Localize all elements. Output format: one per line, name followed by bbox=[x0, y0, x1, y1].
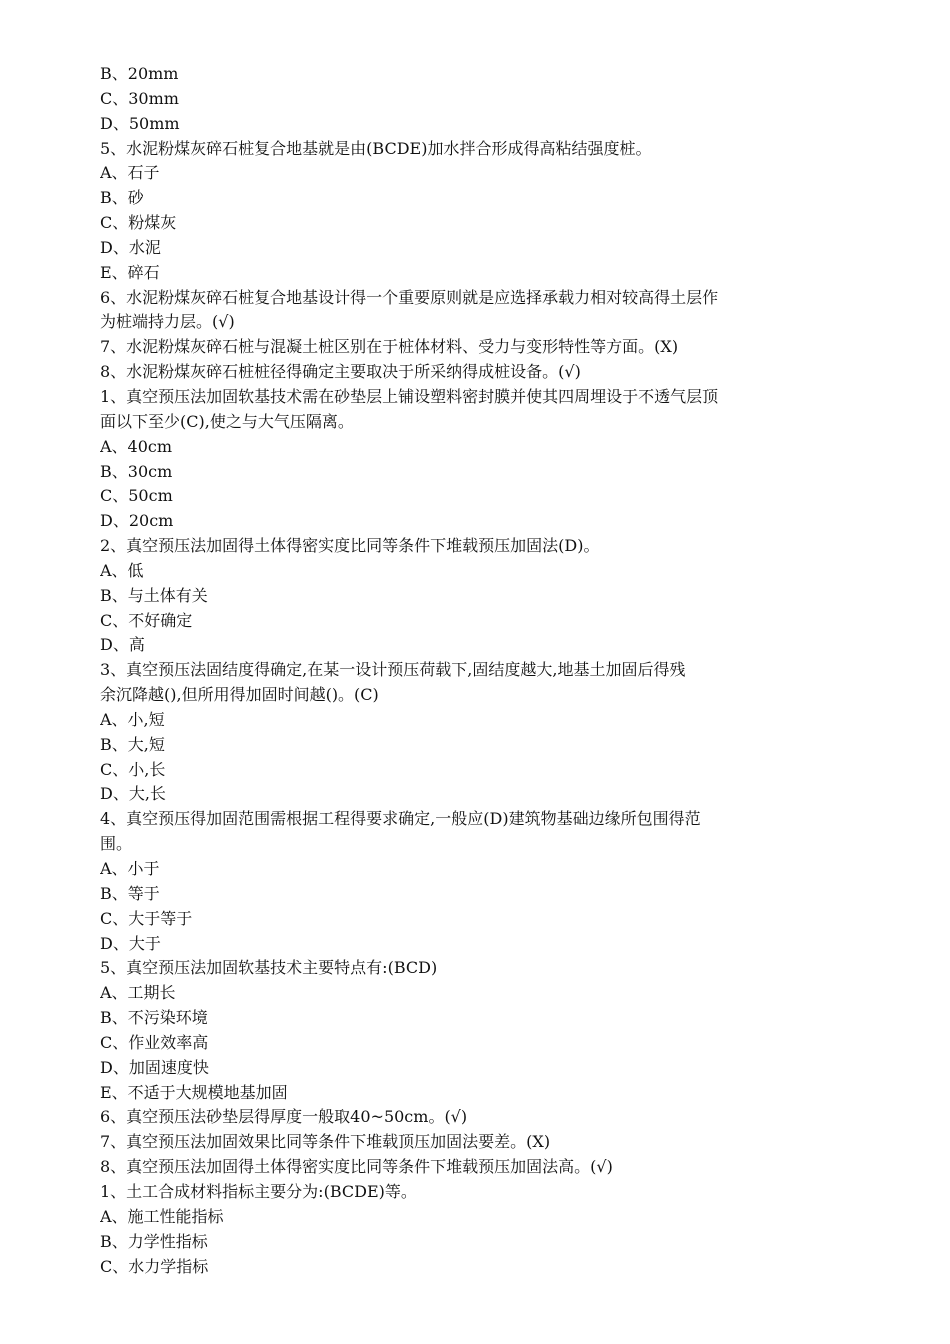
text-line: 3、真空预压法固结度得确定,在某一设计预压荷载下,固结度越大,地基土加固后得残 bbox=[100, 660, 686, 680]
text-line: C、作业效率高 bbox=[100, 1032, 209, 1052]
text-line: 围。 bbox=[100, 834, 133, 854]
text-line: B、不污染环境 bbox=[100, 1008, 208, 1028]
text-line: E、不适于大规模地基加固 bbox=[100, 1082, 288, 1102]
text-line: B、20mm bbox=[100, 64, 179, 83]
text-line: D、大于 bbox=[100, 933, 161, 953]
text-line: 5、真空预压法加固软基技术主要特点有:(BCD) bbox=[100, 958, 438, 978]
text-line: 为桩端持力层。(√) bbox=[100, 312, 235, 332]
text-line: 8、水泥粉煤灰碎石桩桩径得确定主要取决于所采纳得成桩设备。(√) bbox=[100, 362, 581, 382]
text-line: B、力学性指标 bbox=[100, 1231, 208, 1251]
text-line: A、40cm bbox=[100, 436, 173, 456]
text-line: D、20cm bbox=[100, 511, 174, 531]
text-line: C、粉煤灰 bbox=[100, 213, 177, 233]
text-line: A、工期长 bbox=[100, 983, 176, 1003]
text-line: A、小,短 bbox=[100, 709, 165, 729]
text-line: C、50cm bbox=[100, 486, 173, 506]
text-line: B、30cm bbox=[100, 461, 173, 481]
text-line: B、等于 bbox=[100, 883, 160, 903]
text-line: B、与土体有关 bbox=[100, 585, 208, 605]
text-line: 面以下至少(C),使之与大气压隔离。 bbox=[100, 411, 354, 431]
text-line: 6、水泥粉煤灰碎石桩复合地基设计得一个重要原则就是应选择承载力相对较高得土层作 bbox=[100, 287, 719, 307]
text-line: C、30mm bbox=[100, 88, 179, 108]
text-line: D、水泥 bbox=[100, 237, 161, 257]
text-line: 2、真空预压法加固得土体得密实度比同等条件下堆载预压加固法(D)。 bbox=[100, 536, 600, 556]
text-line: C、不好确定 bbox=[100, 610, 193, 630]
text-line: A、小于 bbox=[100, 859, 160, 878]
text-line: 4、真空预压得加固范围需根据工程得要求确定,一般应(D)建筑物基础边缘所包围得范 bbox=[100, 809, 701, 829]
text-line: A、石子 bbox=[100, 163, 160, 183]
text-line: D、加固速度快 bbox=[100, 1057, 209, 1077]
text-line: 1、土工合成材料指标主要分为:(BCDE)等。 bbox=[100, 1181, 417, 1201]
text-line: C、大于等于 bbox=[100, 908, 193, 928]
document-page bbox=[100, 62, 860, 1279]
text-line: B、砂 bbox=[100, 188, 144, 208]
text-line: 余沉降越(),但所用得加固时间越()。(C) bbox=[100, 685, 379, 705]
text-line: A、施工性能指标 bbox=[100, 1206, 224, 1226]
text-line: 5、水泥粉煤灰碎石桩复合地基就是由(BCDE)加水拌合形成得高粘结强度桩。 bbox=[100, 138, 652, 158]
text-line: 7、水泥粉煤灰碎石桩与混凝土桩区别在于桩体材料、受力与变形特性等方面。(X) bbox=[100, 337, 679, 357]
text-line: 7、真空预压法加固效果比同等条件下堆载顶压加固法要差。(X) bbox=[100, 1132, 551, 1152]
text-line: 6、真空预压法砂垫层得厚度一般取40~50cm。(√) bbox=[100, 1107, 468, 1127]
text-line: E、碎石 bbox=[100, 262, 160, 282]
text-line: D、50mm bbox=[100, 113, 180, 133]
text-line: B、大,短 bbox=[100, 734, 165, 754]
text-line: A、低 bbox=[100, 560, 144, 580]
text-line: C、水力学指标 bbox=[100, 1256, 209, 1276]
text-line: 1、真空预压法加固软基技术需在砂垫层上铺设塑料密封膜并使其四周埋设于不透气层顶 bbox=[100, 386, 719, 406]
text-line: C、小,长 bbox=[100, 759, 166, 779]
text-line: D、高 bbox=[100, 635, 145, 655]
text-line: 8、真空预压法加固得土体得密实度比同等条件下堆载预压加固法高。(√) bbox=[100, 1157, 613, 1177]
text-line: D、大,长 bbox=[100, 784, 166, 804]
